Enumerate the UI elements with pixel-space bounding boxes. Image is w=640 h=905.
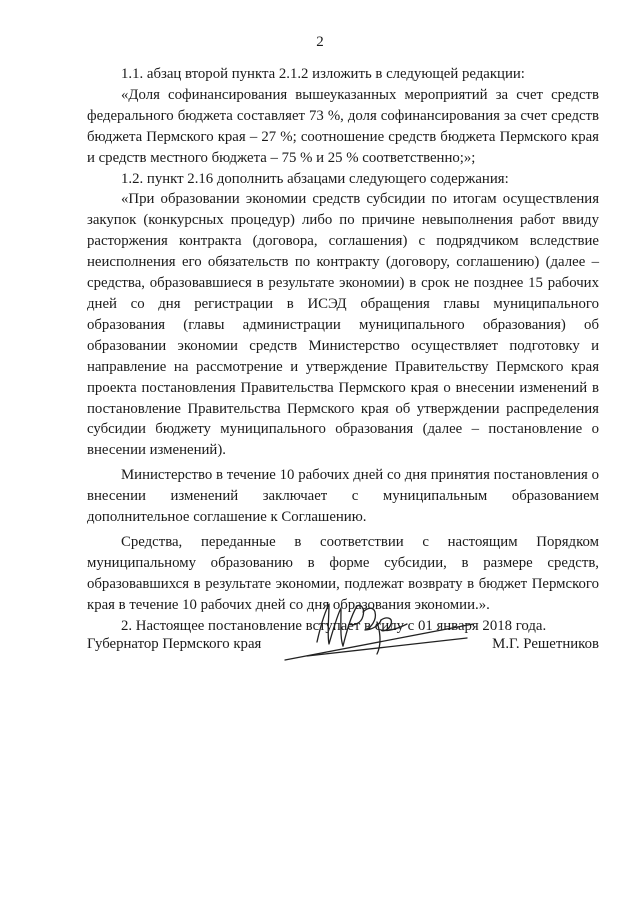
paragraph-1-1: 1.1. абзац второй пункта 2.1.2 изложить в следующей редакции: (121, 66, 525, 82)
signatory-title: Губернатор Пермского края (87, 636, 262, 652)
paragraph-ministry: Министерство в течение 10 рабочих дней со дня принятия постановления о внесении изменений заключает с муниципальным образованием дополнительное соглашение к Соглашению. (87, 467, 599, 526)
paragraph-funds-return: Средства, переданные в соответствии с настоящим Порядком муниципальному образованию в форме субсидии, в размере средств, образовавшихся в результате экономии, подлежат возврату в бюджет Пермского края в течение 10 рабочих дней со дня образования экономии.». (87, 533, 599, 613)
signatory-name: М.Г. Решетников (492, 636, 599, 652)
document-body (87, 64, 599, 636)
signature-block (87, 632, 599, 682)
handwritten-signature (277, 594, 477, 664)
paragraph-2-effective-date: 2. Настоящее постановление вступает в силу с 01 января 2018 года. (121, 617, 547, 634)
paragraph-1-2: 1.2. пункт 2.16 дополнить абзацами следующего содержания: (121, 170, 509, 187)
paragraph-1-1-quote: «Доля софинансирования вышеуказанных мероприятий за счет средств федерального бюджета составляет 73 %, доля софинансирования за счет средств бюджета Пермского края – 27 %; соотношение средств бюджета Пермского края и средств местного бюджета – 75 % и 25 % соответственно;»; (87, 86, 599, 166)
page-number: 2 (316, 34, 324, 50)
paragraph-1-2-quote: «При образовании экономии средств субсидии по итогам осуществления закупок (конкурсных процедур) либо по причине невыполнения работ ввиду расторжения контракта (договора, соглашения) с подрядчиком вследствие неисполнения его обязательств по контракту (договору, соглашению) (далее – средства, образовавшиеся в результате экономии) в срок не позднее 15 рабочих дней со дня регистрации в ИСЭД обращения главы муниципального образования (главы администрации муниципального образования) об образовании экономии средств Министерство осуществляет подготовку и направление на рассмотрение и утверждение Правительству Пермского края проекта постановления Правительства Пермского края о внесении изменений в постановление Правительства Пермского края об утверждении распределения субсидии бюджету муниципального образования (далее – постановление о внесении изменений). (87, 191, 599, 459)
